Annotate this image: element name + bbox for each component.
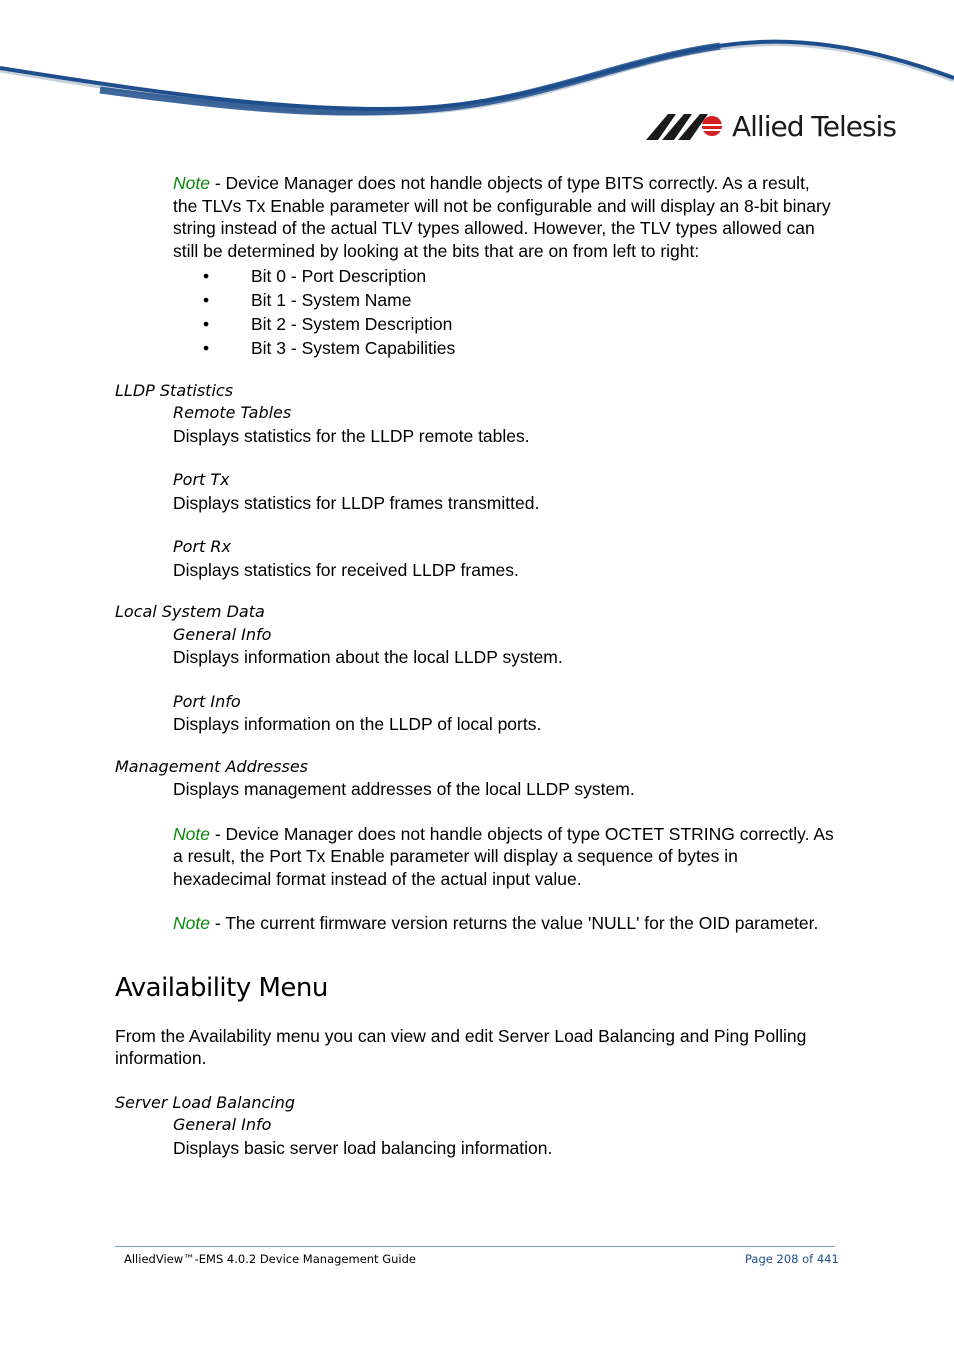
note-text: - The current firmware version returns the value 'NULL' for the OID parameter. [209, 913, 819, 933]
allied-telesis-logo [646, 110, 896, 144]
note-label: Note [173, 823, 210, 844]
note-octet-string [173, 823, 835, 891]
port-info-block [173, 691, 835, 736]
list-item: • Bit 2 - System Description [173, 312, 835, 336]
list-item: • Bit 0 - Port Description [173, 264, 835, 288]
section-title-management-addresses: Management Addresses [115, 756, 309, 776]
subsection-title: General Info [173, 624, 272, 644]
port-tx-block [173, 469, 835, 514]
note-bits [173, 172, 835, 360]
port-rx-block [173, 536, 835, 581]
note-paragraph [173, 823, 835, 891]
subsection-title: Remote Tables [173, 403, 292, 422]
subsection-desc: Displays basic server load balancing information. [173, 1137, 553, 1158]
note-paragraph [173, 912, 835, 935]
subsection-title: General Info [173, 1115, 272, 1134]
section-title-lldp-statistics: LLDP Statistics [115, 381, 234, 400]
list-item: • Bit 1 - System Name [173, 288, 835, 312]
note-text: - Device Manager does not handle objects of type OCTET STRING correctly. As a result, the Port Tx Enable parameter will display a sequence of bytes in hexadecimal format instead of the actual input value. [173, 823, 834, 889]
list-item: • Bit 3 - System Capabilities [173, 336, 835, 360]
section-title-local-system-data: Local System Data [115, 602, 265, 621]
subsection-desc: Displays information on the LLDP of local ports. [173, 714, 542, 734]
footer-divider [115, 1246, 835, 1247]
footer-page-number: Page 208 of 441 [745, 1252, 839, 1266]
subsection-desc: Displays management addresses of the local LLDP system. [173, 779, 635, 799]
subsection-desc: Displays statistics for the LLDP remote tables. [173, 425, 530, 446]
at-logo-icon [646, 112, 726, 142]
subsection-desc: Displays statistics for LLDP frames transmitted. [173, 492, 540, 513]
subsection-desc: Displays information about the local LLDP system. [173, 647, 563, 667]
general-info-block [173, 624, 835, 669]
note-null-oid [173, 912, 835, 935]
note-text: - Device Manager does not handle objects of type BITS correctly. As a result, the TLVs Tx Enable parameter will not be configurable and will display an 8-bit binary string instead of the actual TLV types allowed. However, the TLV types allowed can still be determined by looking at the bits that are on from left to right: [173, 173, 831, 261]
note-label: Note [173, 913, 210, 933]
slb-general-info-block [173, 1114, 835, 1159]
availability-intro: From the Availability menu you can view and edit Server Load Balancing and Ping Polling information. [115, 1025, 807, 1068]
subsection-title: Port Info [173, 691, 241, 711]
availability-menu-heading: Availability Menu [115, 972, 328, 1003]
subsection-title: Port Rx [173, 537, 231, 556]
subsection-title: Port Tx [173, 470, 230, 489]
management-addresses-desc-block [173, 778, 835, 801]
logo-text: Allied Telesis [732, 110, 896, 143]
note-label: Note [173, 173, 210, 193]
subsection-desc: Displays statistics for received LLDP frames. [173, 559, 519, 580]
main-content [115, 172, 835, 1159]
note-paragraph [173, 172, 835, 262]
section-title-server-load-balancing: Server Load Balancing [115, 1092, 296, 1112]
remote-tables-block [173, 402, 835, 447]
bits-list [173, 264, 835, 360]
footer-document-title: AlliedView™-EMS 4.0.2 Device Management Guide [124, 1252, 416, 1266]
